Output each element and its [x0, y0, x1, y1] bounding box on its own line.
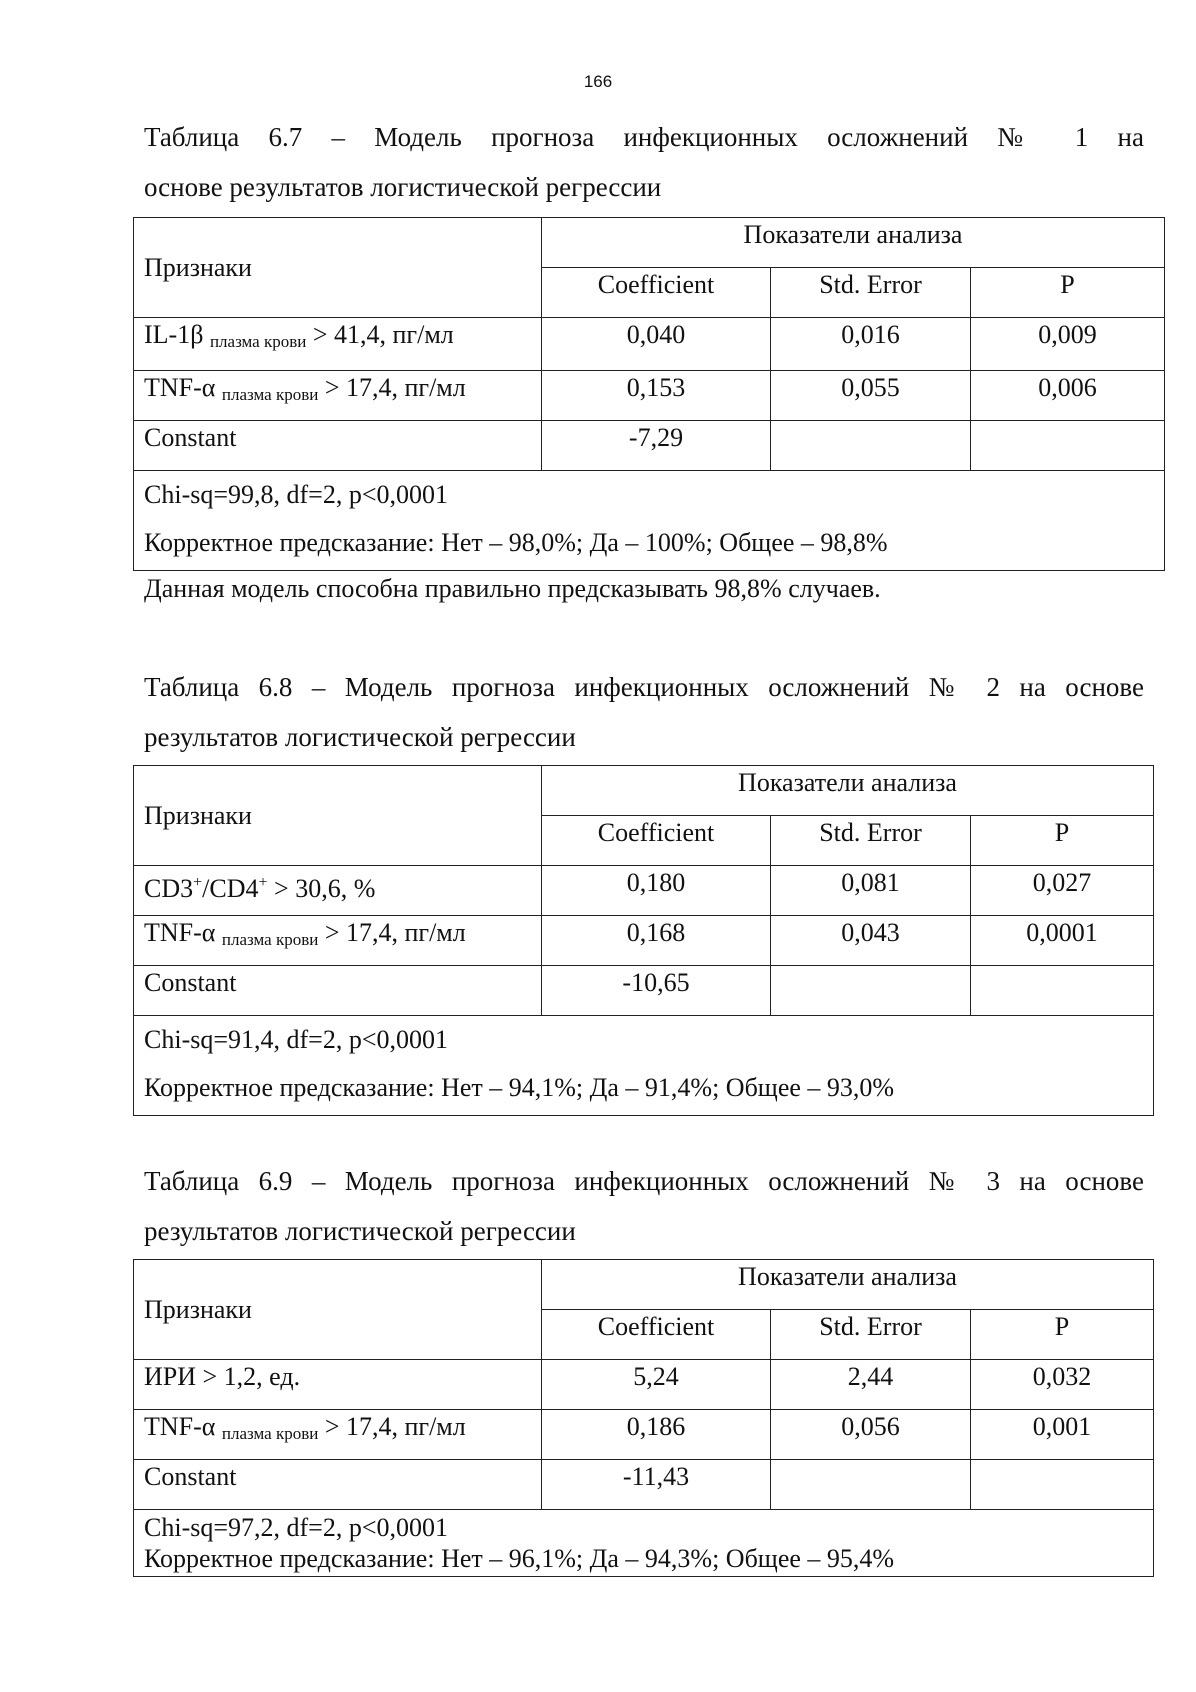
- table-row: [134, 1360, 1154, 1410]
- coefficient-cell: -10,65: [542, 966, 771, 1016]
- caption-line: Таблица 6.8 – Модель прогноза инфекционных осложнений № 2 на основе: [144, 672, 1144, 702]
- std-error-cell: 0,043: [771, 916, 971, 966]
- table-row: [134, 866, 1154, 916]
- coefficient-cell: 0,040: [542, 318, 771, 371]
- prediction-line: Корректное предсказание: Нет – 96,1%; Да – 94,3%; Общее – 95,4%: [144, 1544, 895, 1573]
- model-summary: [134, 1016, 1154, 1116]
- feature-cell: Constant: [134, 1460, 542, 1510]
- coefficient-cell: -11,43: [542, 1460, 771, 1510]
- feature-cell: [134, 916, 542, 966]
- p-cell: 0,006: [971, 371, 1165, 421]
- table-note: Данная модель способна правильно предсказывать 98,8% случаев.: [144, 574, 881, 603]
- p-cell: 0,001: [971, 1410, 1154, 1460]
- feature-threshold: > 30,6, %: [267, 874, 376, 903]
- p-cell: [971, 966, 1154, 1016]
- feature-cell: [134, 318, 542, 371]
- table-row: [134, 371, 1165, 421]
- feature-cell: Constant: [134, 421, 542, 471]
- std-error-cell: 0,081: [771, 866, 971, 916]
- feature-cell: ИРИ > 1,2, ед.: [134, 1360, 542, 1410]
- std-error-cell: 0,016: [771, 318, 971, 371]
- caption-line: Таблица 6.7 – Модель прогноза инфекционных осложнений № 1 на: [144, 122, 1144, 152]
- feature-subscript: плазма крови: [221, 1424, 319, 1443]
- header-feature: Признаки: [134, 218, 542, 318]
- std-error-cell: [771, 421, 971, 471]
- chi-square-line: Chi-sq=99,8, df=2, p<0,0001: [144, 480, 448, 509]
- coefficient-cell: 0,186: [542, 1410, 771, 1460]
- feature-superscript: +: [258, 874, 268, 891]
- table-row: [134, 916, 1154, 966]
- header-group: Показатели анализа: [542, 766, 1154, 816]
- prediction-line: Корректное предсказание: Нет – 94,1%; Да – 91,4%; Общее – 93,0%: [144, 1073, 895, 1102]
- header-std-error: Std. Error: [771, 1310, 971, 1360]
- header-p: P: [971, 268, 1165, 318]
- table-caption: [144, 112, 1144, 212]
- header-coefficient: Coefficient: [542, 816, 771, 866]
- table-row: [134, 318, 1165, 371]
- feature-text: TNF-α: [144, 373, 222, 402]
- feature-subscript: плазма крови: [221, 385, 319, 404]
- std-error-cell: 2,44: [771, 1360, 971, 1410]
- caption-line: основе результатов логистической регрессии: [144, 172, 662, 202]
- p-cell: 0,0001: [971, 916, 1154, 966]
- p-cell: 0,032: [971, 1360, 1154, 1410]
- coefficient-cell: 0,168: [542, 916, 771, 966]
- regression-table: [133, 217, 1165, 571]
- feature-threshold: > 17,4, пг/мл: [318, 918, 466, 947]
- feature-cell: [134, 1410, 542, 1460]
- feature-cell: Constant: [134, 966, 542, 1016]
- p-cell: [971, 1460, 1154, 1510]
- table-row: [134, 421, 1165, 471]
- header-std-error: Std. Error: [771, 268, 971, 318]
- table-row: [134, 966, 1154, 1016]
- p-cell: 0,009: [971, 318, 1165, 371]
- header-p: P: [971, 1310, 1154, 1360]
- regression-table: [133, 1259, 1154, 1577]
- std-error-cell: 0,056: [771, 1410, 971, 1460]
- p-cell: [971, 421, 1165, 471]
- page-number: 166: [583, 72, 613, 91]
- feature-text: TNF-α: [144, 1412, 222, 1441]
- feature-subscript: плазма крови: [209, 332, 307, 351]
- feature-subscript: плазма крови: [221, 930, 319, 949]
- std-error-cell: [771, 966, 971, 1016]
- header-group: Показатели анализа: [542, 1260, 1154, 1310]
- prediction-line: Корректное предсказание: Нет – 98,0%; Да – 100%; Общее – 98,8%: [144, 528, 888, 557]
- feature-text: IL-1β: [144, 320, 210, 349]
- coefficient-cell: 5,24: [542, 1360, 771, 1410]
- header-p: P: [971, 816, 1154, 866]
- feature-threshold: > 17,4, пг/мл: [318, 373, 466, 402]
- feature-threshold: > 17,4, пг/мл: [318, 1412, 466, 1441]
- chi-square-line: Chi-sq=91,4, df=2, p<0,0001: [144, 1025, 448, 1054]
- feature-text: /CD4: [202, 874, 259, 903]
- table-row: [134, 1460, 1154, 1510]
- feature-cell: [134, 371, 542, 421]
- table-row: [134, 1410, 1154, 1460]
- feature-threshold: > 41,4, пг/мл: [306, 320, 454, 349]
- coefficient-cell: -7,29: [542, 421, 771, 471]
- std-error-cell: [771, 1460, 971, 1510]
- coefficient-cell: 0,180: [542, 866, 771, 916]
- std-error-cell: 0,055: [771, 371, 971, 421]
- table-caption: [144, 662, 1144, 762]
- model-summary: [134, 471, 1165, 571]
- feature-superscript: +: [193, 874, 203, 891]
- feature-text: TNF-α: [144, 918, 222, 947]
- header-coefficient: Coefficient: [542, 1310, 771, 1360]
- regression-table: [133, 765, 1154, 1116]
- header-std-error: Std. Error: [771, 816, 971, 866]
- model-summary: [134, 1510, 1154, 1577]
- header-coefficient: Coefficient: [542, 268, 771, 318]
- coefficient-cell: 0,153: [542, 371, 771, 421]
- feature-text: CD3: [144, 874, 194, 903]
- header-group: Показатели анализа: [542, 218, 1165, 268]
- table-caption: [144, 1156, 1144, 1256]
- p-cell: 0,027: [971, 866, 1154, 916]
- caption-line: результатов логистической регрессии: [144, 1216, 576, 1246]
- caption-line: результатов логистической регрессии: [144, 722, 576, 752]
- header-feature: Признаки: [134, 1260, 542, 1360]
- chi-square-line: Chi-sq=97,2, df=2, p<0,0001: [144, 1513, 448, 1542]
- caption-line: Таблица 6.9 – Модель прогноза инфекционных осложнений № 3 на основе: [144, 1166, 1144, 1196]
- header-feature: Признаки: [134, 766, 542, 866]
- feature-cell: [134, 866, 542, 916]
